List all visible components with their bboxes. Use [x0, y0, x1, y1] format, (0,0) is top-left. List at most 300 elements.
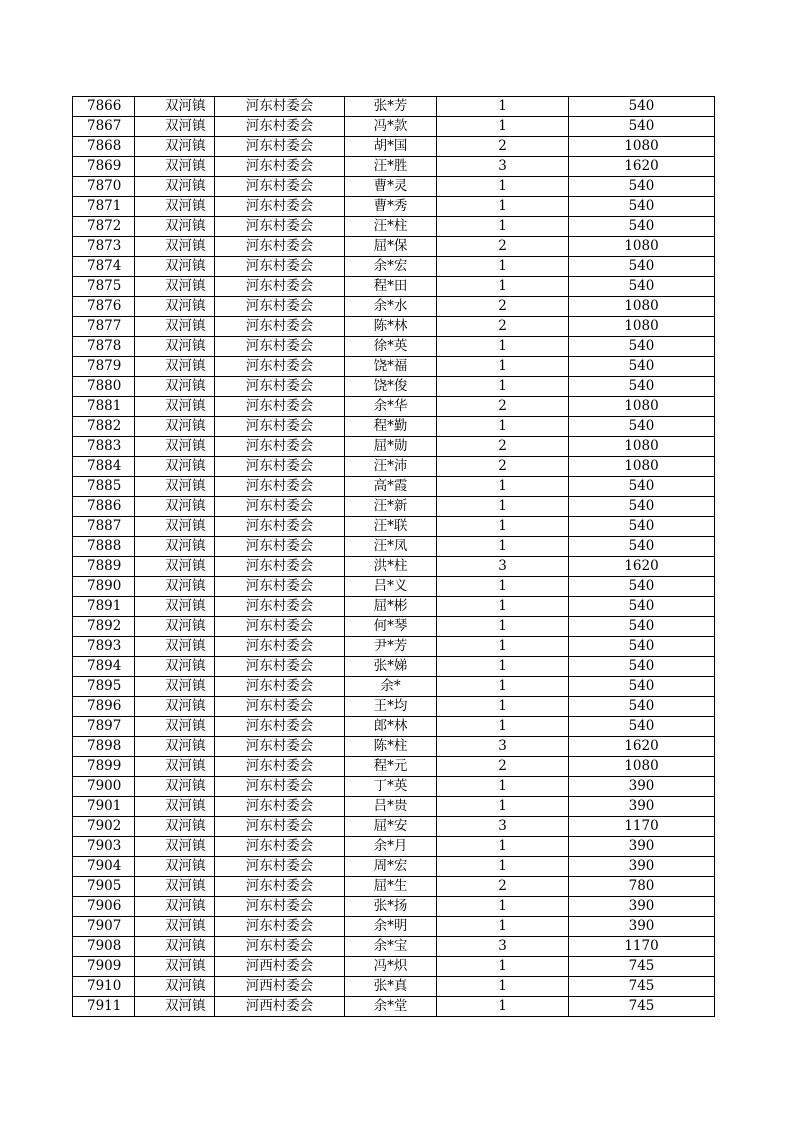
town-cell: 双河镇 — [135, 157, 215, 177]
village-committee-cell: 河东村委会 — [215, 357, 345, 377]
name-cell: 冯*款 — [345, 117, 437, 137]
village-committee-cell: 河东村委会 — [215, 377, 345, 397]
row-number-cell: 7902 — [73, 817, 135, 837]
table-row — [73, 477, 715, 497]
amount-cell: 390 — [569, 857, 715, 877]
row-number-cell: 7898 — [73, 737, 135, 757]
amount-cell: 540 — [569, 697, 715, 717]
row-number-cell: 7895 — [73, 677, 135, 697]
town-cell: 双河镇 — [135, 437, 215, 457]
row-number-cell: 7905 — [73, 877, 135, 897]
village-committee-cell: 河东村委会 — [215, 857, 345, 877]
village-committee-cell: 河东村委会 — [215, 437, 345, 457]
village-committee-cell: 河东村委会 — [215, 217, 345, 237]
name-cell: 洪*柱 — [345, 557, 437, 577]
count-cell: 3 — [437, 737, 569, 757]
village-committee-cell: 河东村委会 — [215, 637, 345, 657]
table-row — [73, 537, 715, 557]
name-cell: 陈*林 — [345, 317, 437, 337]
table-row — [73, 697, 715, 717]
town-cell: 双河镇 — [135, 737, 215, 757]
row-number-cell: 7872 — [73, 217, 135, 237]
amount-cell: 1620 — [569, 157, 715, 177]
table-row — [73, 517, 715, 537]
count-cell: 1 — [437, 197, 569, 217]
count-cell: 1 — [437, 477, 569, 497]
row-number-cell: 7884 — [73, 457, 135, 477]
town-cell: 双河镇 — [135, 257, 215, 277]
name-cell: 尹*芳 — [345, 637, 437, 657]
village-committee-cell: 河东村委会 — [215, 317, 345, 337]
name-cell: 张*娣 — [345, 657, 437, 677]
village-committee-cell: 河东村委会 — [215, 417, 345, 437]
village-committee-cell: 河东村委会 — [215, 97, 345, 117]
town-cell: 双河镇 — [135, 137, 215, 157]
table-row — [73, 217, 715, 237]
row-number-cell: 7876 — [73, 297, 135, 317]
row-number-cell: 7897 — [73, 717, 135, 737]
town-cell: 双河镇 — [135, 837, 215, 857]
village-committee-cell: 河东村委会 — [215, 537, 345, 557]
table-row — [73, 717, 715, 737]
count-cell: 1 — [437, 537, 569, 557]
count-cell: 2 — [437, 137, 569, 157]
name-cell: 汪*新 — [345, 497, 437, 517]
town-cell: 双河镇 — [135, 937, 215, 957]
table-row — [73, 937, 715, 957]
count-cell: 2 — [437, 877, 569, 897]
name-cell: 余*月 — [345, 837, 437, 857]
town-cell: 双河镇 — [135, 417, 215, 437]
count-cell: 1 — [437, 637, 569, 657]
row-number-cell: 7899 — [73, 757, 135, 777]
count-cell: 2 — [437, 297, 569, 317]
row-number-cell: 7877 — [73, 317, 135, 337]
name-cell: 余* — [345, 677, 437, 697]
name-cell: 胡*国 — [345, 137, 437, 157]
name-cell: 余*水 — [345, 297, 437, 317]
table-row — [73, 857, 715, 877]
table-row — [73, 877, 715, 897]
count-cell: 1 — [437, 617, 569, 637]
village-committee-cell: 河东村委会 — [215, 517, 345, 537]
name-cell: 程*勤 — [345, 417, 437, 437]
town-cell: 双河镇 — [135, 557, 215, 577]
name-cell: 何*琴 — [345, 617, 437, 637]
amount-cell: 540 — [569, 217, 715, 237]
village-committee-cell: 河东村委会 — [215, 277, 345, 297]
name-cell: 饶*福 — [345, 357, 437, 377]
village-committee-cell: 河东村委会 — [215, 617, 345, 637]
count-cell: 1 — [437, 677, 569, 697]
amount-cell: 540 — [569, 637, 715, 657]
town-cell: 双河镇 — [135, 337, 215, 357]
town-cell: 双河镇 — [135, 877, 215, 897]
count-cell: 1 — [437, 597, 569, 617]
count-cell: 1 — [437, 977, 569, 997]
count-cell: 3 — [437, 817, 569, 837]
village-committee-cell: 河西村委会 — [215, 957, 345, 977]
name-cell: 汪*联 — [345, 517, 437, 537]
count-cell: 1 — [437, 357, 569, 377]
town-cell: 双河镇 — [135, 277, 215, 297]
name-cell: 屈*彬 — [345, 597, 437, 617]
village-committee-cell: 河东村委会 — [215, 577, 345, 597]
table-row — [73, 97, 715, 117]
name-cell: 陈*柱 — [345, 737, 437, 757]
table-row — [73, 417, 715, 437]
count-cell: 1 — [437, 377, 569, 397]
row-number-cell: 7908 — [73, 937, 135, 957]
row-number-cell: 7889 — [73, 557, 135, 577]
row-number-cell: 7903 — [73, 837, 135, 857]
table-row — [73, 397, 715, 417]
town-cell: 双河镇 — [135, 897, 215, 917]
amount-cell: 540 — [569, 617, 715, 637]
table-row — [73, 817, 715, 837]
table-row — [73, 677, 715, 697]
count-cell: 1 — [437, 337, 569, 357]
village-committee-cell: 河东村委会 — [215, 737, 345, 757]
table-row — [73, 617, 715, 637]
count-cell: 2 — [437, 397, 569, 417]
table-row — [73, 577, 715, 597]
table-row — [73, 437, 715, 457]
village-committee-cell: 河东村委会 — [215, 657, 345, 677]
table-row — [73, 457, 715, 477]
data-table — [72, 96, 715, 1017]
village-committee-cell: 河东村委会 — [215, 237, 345, 257]
name-cell: 冯*炽 — [345, 957, 437, 977]
amount-cell: 1080 — [569, 757, 715, 777]
amount-cell: 1080 — [569, 317, 715, 337]
amount-cell: 540 — [569, 517, 715, 537]
row-number-cell: 7909 — [73, 957, 135, 977]
amount-cell: 1170 — [569, 937, 715, 957]
town-cell: 双河镇 — [135, 577, 215, 597]
town-cell: 双河镇 — [135, 517, 215, 537]
village-committee-cell: 河东村委会 — [215, 397, 345, 417]
town-cell: 双河镇 — [135, 217, 215, 237]
row-number-cell: 7910 — [73, 977, 135, 997]
table-row — [73, 957, 715, 977]
amount-cell: 540 — [569, 97, 715, 117]
row-number-cell: 7906 — [73, 897, 135, 917]
amount-cell: 540 — [569, 257, 715, 277]
amount-cell: 1620 — [569, 557, 715, 577]
village-committee-cell: 河东村委会 — [215, 157, 345, 177]
table-row — [73, 917, 715, 937]
count-cell: 1 — [437, 117, 569, 137]
amount-cell: 540 — [569, 277, 715, 297]
name-cell: 汪*凤 — [345, 537, 437, 557]
row-number-cell: 7868 — [73, 137, 135, 157]
row-number-cell: 7900 — [73, 777, 135, 797]
row-number-cell: 7891 — [73, 597, 135, 617]
amount-cell: 1080 — [569, 397, 715, 417]
village-committee-cell: 河东村委会 — [215, 197, 345, 217]
amount-cell: 540 — [569, 197, 715, 217]
row-number-cell: 7887 — [73, 517, 135, 537]
name-cell: 屈*勋 — [345, 437, 437, 457]
village-committee-cell: 河东村委会 — [215, 837, 345, 857]
village-committee-cell: 河东村委会 — [215, 257, 345, 277]
row-number-cell: 7873 — [73, 237, 135, 257]
row-number-cell: 7881 — [73, 397, 135, 417]
count-cell: 3 — [437, 157, 569, 177]
town-cell: 双河镇 — [135, 817, 215, 837]
table-row — [73, 637, 715, 657]
village-committee-cell: 河东村委会 — [215, 817, 345, 837]
town-cell: 双河镇 — [135, 657, 215, 677]
name-cell: 吕*贵 — [345, 797, 437, 817]
table-row — [73, 997, 715, 1017]
town-cell: 双河镇 — [135, 177, 215, 197]
row-number-cell: 7886 — [73, 497, 135, 517]
name-cell: 程*元 — [345, 757, 437, 777]
town-cell: 双河镇 — [135, 377, 215, 397]
count-cell: 1 — [437, 497, 569, 517]
town-cell: 双河镇 — [135, 697, 215, 717]
name-cell: 余*堂 — [345, 997, 437, 1017]
count-cell: 2 — [437, 757, 569, 777]
village-committee-cell: 河东村委会 — [215, 477, 345, 497]
town-cell: 双河镇 — [135, 397, 215, 417]
village-committee-cell: 河东村委会 — [215, 797, 345, 817]
name-cell: 高*霞 — [345, 477, 437, 497]
village-committee-cell: 河东村委会 — [215, 777, 345, 797]
amount-cell: 390 — [569, 837, 715, 857]
row-number-cell: 7885 — [73, 477, 135, 497]
town-cell: 双河镇 — [135, 117, 215, 137]
town-cell: 双河镇 — [135, 917, 215, 937]
table-row — [73, 157, 715, 177]
name-cell: 吕*义 — [345, 577, 437, 597]
amount-cell: 540 — [569, 357, 715, 377]
town-cell: 双河镇 — [135, 477, 215, 497]
village-committee-cell: 河东村委会 — [215, 917, 345, 937]
row-number-cell: 7890 — [73, 577, 135, 597]
amount-cell: 390 — [569, 777, 715, 797]
row-number-cell: 7907 — [73, 917, 135, 937]
table-row — [73, 317, 715, 337]
table-row — [73, 897, 715, 917]
table-row — [73, 977, 715, 997]
town-cell: 双河镇 — [135, 717, 215, 737]
row-number-cell: 7883 — [73, 437, 135, 457]
town-cell: 双河镇 — [135, 677, 215, 697]
village-committee-cell: 河东村委会 — [215, 757, 345, 777]
name-cell: 曹*秀 — [345, 197, 437, 217]
village-committee-cell: 河东村委会 — [215, 697, 345, 717]
town-cell: 双河镇 — [135, 597, 215, 617]
name-cell: 屈*生 — [345, 877, 437, 897]
count-cell: 1 — [437, 417, 569, 437]
village-committee-cell: 河东村委会 — [215, 137, 345, 157]
amount-cell: 540 — [569, 417, 715, 437]
village-committee-cell: 河东村委会 — [215, 457, 345, 477]
count-cell: 1 — [437, 857, 569, 877]
name-cell: 张*芳 — [345, 97, 437, 117]
name-cell: 张*扬 — [345, 897, 437, 917]
town-cell: 双河镇 — [135, 237, 215, 257]
row-number-cell: 7892 — [73, 617, 135, 637]
village-committee-cell: 河东村委会 — [215, 937, 345, 957]
count-cell: 1 — [437, 777, 569, 797]
town-cell: 双河镇 — [135, 317, 215, 337]
count-cell: 1 — [437, 897, 569, 917]
name-cell: 饶*俊 — [345, 377, 437, 397]
count-cell: 1 — [437, 277, 569, 297]
row-number-cell: 7875 — [73, 277, 135, 297]
amount-cell: 540 — [569, 477, 715, 497]
row-number-cell: 7882 — [73, 417, 135, 437]
row-number-cell: 7870 — [73, 177, 135, 197]
town-cell: 双河镇 — [135, 537, 215, 557]
row-number-cell: 7901 — [73, 797, 135, 817]
amount-cell: 540 — [569, 677, 715, 697]
count-cell: 2 — [437, 237, 569, 257]
count-cell: 2 — [437, 317, 569, 337]
name-cell: 余*宏 — [345, 257, 437, 277]
amount-cell: 540 — [569, 117, 715, 137]
row-number-cell: 7880 — [73, 377, 135, 397]
count-cell: 1 — [437, 577, 569, 597]
name-cell: 郎*林 — [345, 717, 437, 737]
village-committee-cell: 河西村委会 — [215, 997, 345, 1017]
table-row — [73, 237, 715, 257]
table-row — [73, 657, 715, 677]
table-row — [73, 497, 715, 517]
row-number-cell: 7878 — [73, 337, 135, 357]
amount-cell: 1170 — [569, 817, 715, 837]
amount-cell: 1620 — [569, 737, 715, 757]
table-row — [73, 837, 715, 857]
count-cell: 1 — [437, 797, 569, 817]
count-cell: 1 — [437, 917, 569, 937]
name-cell: 屈*保 — [345, 237, 437, 257]
row-number-cell: 7879 — [73, 357, 135, 377]
amount-cell: 390 — [569, 797, 715, 817]
row-number-cell: 7911 — [73, 997, 135, 1017]
row-number-cell: 7896 — [73, 697, 135, 717]
row-number-cell: 7867 — [73, 117, 135, 137]
table-row — [73, 297, 715, 317]
village-committee-cell: 河东村委会 — [215, 557, 345, 577]
village-committee-cell: 河东村委会 — [215, 677, 345, 697]
table-row — [73, 737, 715, 757]
town-cell: 双河镇 — [135, 497, 215, 517]
amount-cell: 780 — [569, 877, 715, 897]
table-row — [73, 797, 715, 817]
count-cell: 1 — [437, 697, 569, 717]
amount-cell: 540 — [569, 717, 715, 737]
amount-cell: 540 — [569, 537, 715, 557]
name-cell: 周*宏 — [345, 857, 437, 877]
table-row — [73, 277, 715, 297]
count-cell: 3 — [437, 937, 569, 957]
count-cell: 1 — [437, 517, 569, 537]
amount-cell: 540 — [569, 377, 715, 397]
count-cell: 1 — [437, 837, 569, 857]
amount-cell: 540 — [569, 177, 715, 197]
town-cell: 双河镇 — [135, 637, 215, 657]
town-cell: 双河镇 — [135, 357, 215, 377]
amount-cell: 540 — [569, 577, 715, 597]
count-cell: 1 — [437, 217, 569, 237]
amount-cell: 540 — [569, 597, 715, 617]
amount-cell: 745 — [569, 997, 715, 1017]
table-row — [73, 757, 715, 777]
table-row — [73, 377, 715, 397]
table-row — [73, 257, 715, 277]
village-committee-cell: 河东村委会 — [215, 717, 345, 737]
count-cell: 1 — [437, 957, 569, 977]
name-cell: 张*真 — [345, 977, 437, 997]
row-number-cell: 7871 — [73, 197, 135, 217]
village-committee-cell: 河西村委会 — [215, 977, 345, 997]
village-committee-cell: 河东村委会 — [215, 897, 345, 917]
table-row — [73, 597, 715, 617]
amount-cell: 540 — [569, 657, 715, 677]
town-cell: 双河镇 — [135, 777, 215, 797]
village-committee-cell: 河东村委会 — [215, 597, 345, 617]
name-cell: 汪*柱 — [345, 217, 437, 237]
table-row — [73, 197, 715, 217]
name-cell: 汪*胜 — [345, 157, 437, 177]
amount-cell: 1080 — [569, 237, 715, 257]
name-cell: 徐*英 — [345, 337, 437, 357]
table-body — [73, 97, 715, 1017]
name-cell: 余*华 — [345, 397, 437, 417]
village-committee-cell: 河东村委会 — [215, 297, 345, 317]
count-cell: 2 — [437, 437, 569, 457]
town-cell: 双河镇 — [135, 857, 215, 877]
row-number-cell: 7894 — [73, 657, 135, 677]
row-number-cell: 7866 — [73, 97, 135, 117]
name-cell: 余*宝 — [345, 937, 437, 957]
amount-cell: 745 — [569, 957, 715, 977]
name-cell: 丁*英 — [345, 777, 437, 797]
name-cell: 曹*灵 — [345, 177, 437, 197]
name-cell: 程*田 — [345, 277, 437, 297]
row-number-cell: 7869 — [73, 157, 135, 177]
table-row — [73, 337, 715, 357]
count-cell: 1 — [437, 257, 569, 277]
village-committee-cell: 河东村委会 — [215, 177, 345, 197]
amount-cell: 1080 — [569, 297, 715, 317]
village-committee-cell: 河东村委会 — [215, 497, 345, 517]
town-cell: 双河镇 — [135, 197, 215, 217]
table-row — [73, 357, 715, 377]
row-number-cell: 7904 — [73, 857, 135, 877]
row-number-cell: 7893 — [73, 637, 135, 657]
amount-cell: 1080 — [569, 457, 715, 477]
amount-cell: 745 — [569, 977, 715, 997]
town-cell: 双河镇 — [135, 797, 215, 817]
town-cell: 双河镇 — [135, 977, 215, 997]
table-row — [73, 177, 715, 197]
table-row — [73, 777, 715, 797]
row-number-cell: 7888 — [73, 537, 135, 557]
count-cell: 1 — [437, 717, 569, 737]
town-cell: 双河镇 — [135, 97, 215, 117]
amount-cell: 390 — [569, 917, 715, 937]
town-cell: 双河镇 — [135, 997, 215, 1017]
town-cell: 双河镇 — [135, 297, 215, 317]
count-cell: 1 — [437, 997, 569, 1017]
row-number-cell: 7874 — [73, 257, 135, 277]
